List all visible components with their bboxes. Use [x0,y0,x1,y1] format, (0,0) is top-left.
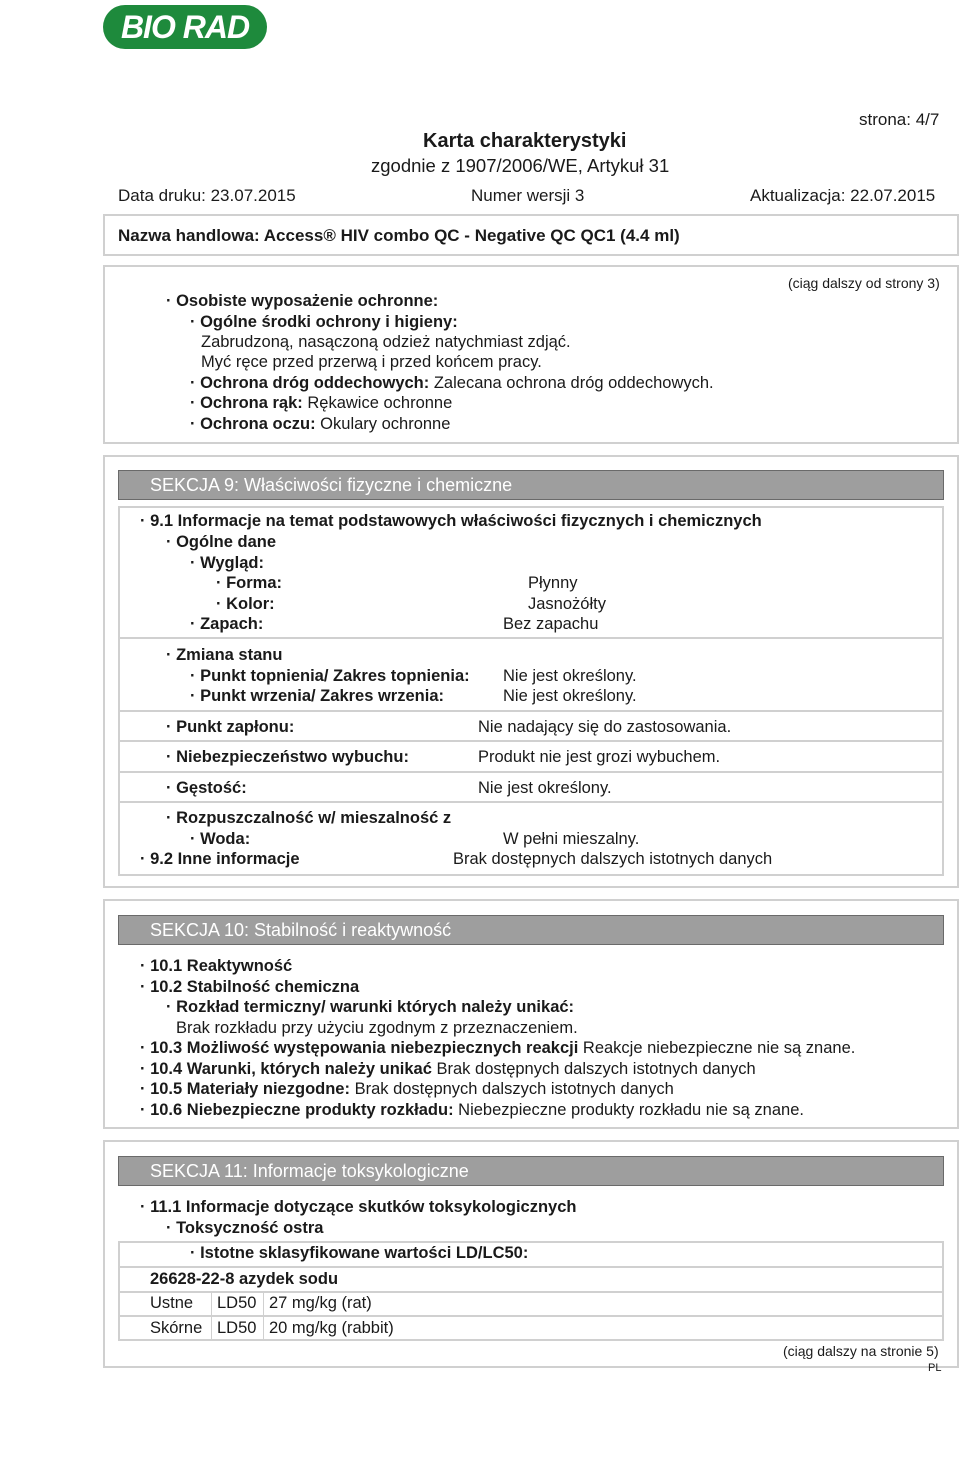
explosion-hazard-label: · Niebezpieczeństwo wybuchu: [166,748,409,766]
hygiene-line-1: Zabrudzoną, nasączoną odzież natychmiast zdjąć. [201,333,571,351]
water-label: · Woda: [190,830,251,848]
section-10-5-value: Brak dostępnych dalszych istotnych danych [349,1080,674,1098]
table-cell-type: LD50 [217,1319,257,1337]
state-change-heading: · Zmiana stanu [166,646,283,664]
document-title: Karta charakterystyki [423,130,627,152]
divider [118,801,944,803]
explosion-hazard-value: Produkt nie jest grozi wybuchem. [478,748,721,766]
hygiene-heading: · Ogólne środki ochrony i higieny: [190,313,458,331]
substance-name: 26628-22-8 azydek sodu [150,1270,339,1288]
version-number: Numer wersji 3 [471,186,585,205]
divider [118,771,944,773]
bio-rad-logo [103,5,267,49]
continued-from: (ciąg dalszy od strony 3) [788,275,940,291]
section-10-3-value: Reakcje niebezpieczne nie są znane. [578,1039,856,1057]
table-divider [118,1291,944,1293]
table-divider [118,1315,944,1317]
melting-point-value: Nie jest określony. [503,667,637,685]
decomposition-value: Brak rozkładu przy użyciu zgodnym z przeznaczeniem. [176,1019,578,1037]
document-subtitle: zgodnie z 1907/2006/WE, Artykuł 31 [371,155,670,176]
page-number: strona: 4/7 [859,110,940,129]
section-10-3-label: · 10.3 Możliwość występowania niebezpiecznych reakcji [140,1039,579,1057]
odor-value: Bez zapachu [503,615,599,633]
form-value: Płynny [528,574,578,592]
continued-next: (ciąg dalszy na stronie 5) [783,1343,939,1359]
logo-text: BIO RAD [120,8,250,45]
table-cell-value: 20 mg/kg (rabbit) [269,1319,394,1337]
section-9-2-label: · 9.2 Inne informacje [140,850,300,868]
section-10-1: · 10.1 Reaktywność [140,957,293,975]
respiratory-protection [190,374,714,393]
odor-label: · Zapach: [190,615,264,633]
section-10-4-label: · 10.4 Warunki, których należy unikać [140,1060,432,1078]
eye-protection [190,415,450,434]
table-cell-route: Ustne [150,1294,194,1312]
density-value: Nie jest określony. [478,779,612,797]
trade-name: Nazwa handlowa: Access® HIV combo QC - Negative QC QC1 (4.4 ml) [118,226,680,245]
update-date: Aktualizacja: 22.07.2015 [750,186,936,205]
boiling-point-value: Nie jest określony. [503,687,637,705]
divider [118,637,944,639]
general-data-heading: · Ogólne dane [166,533,277,551]
form-label: · Forma: [216,574,282,592]
section-11-title: SEKCJA 11: Informacje toksykologiczne [118,1156,944,1186]
hand-protection [190,394,452,413]
respiratory-value: Zalecana ochrona dróg oddechowych. [429,374,714,392]
section-9-2-value: Brak dostępnych dalszych istotnych danych [453,850,773,868]
appearance-heading: · Wygląd: [190,554,264,572]
section-10-6-value: Niebezpieczne produkty rozkładu nie są znane. [453,1101,804,1119]
section-11-1: · 11.1 Informacje dotyczące skutków toksykologicznych [140,1198,577,1216]
density-label: · Gęstość: [166,779,247,797]
eye-value: Okulary ochronne [315,415,451,433]
section-9-title: SEKCJA 9: Właściwości fizyczne i chemiczne [118,470,944,500]
boiling-point-label: · Punkt wrzenia/ Zakres wrzenia: [190,687,444,705]
print-date: Data druku: 23.07.2015 [118,186,296,205]
section-10-5-label: · 10.5 Materiały niezgodne: [140,1080,350,1098]
table-cell-type: LD50 [217,1294,257,1312]
section-10-5 [140,1080,674,1099]
section-10-2: · 10.2 Stabilność chemiczna [140,978,360,996]
hand-label: · Ochrona rąk: [190,394,303,412]
table-column-divider [263,1292,264,1340]
ppe-heading: · Osobiste wyposażenie ochronne: [166,292,439,310]
ld50-header: · Istotne sklasyfikowane wartości LD/LC50: [190,1244,529,1262]
divider [118,710,944,712]
melting-point-label: · Punkt topnienia/ Zakres topnienia: [190,667,470,685]
section-10-4-value: Brak dostępnych dalszych istotnych danych [431,1060,756,1078]
color-label: · Kolor: [216,595,275,613]
language-code: PL [928,1362,942,1374]
flash-point-value: Nie nadający się do zastosowania. [478,718,732,736]
divider [118,740,944,742]
decomposition-label: · Rozkład termiczny/ warunki których należy unikać: [166,998,575,1016]
acute-toxicity-heading: · Toksyczność ostra [166,1219,324,1237]
section-9-1-heading: · 9.1 Informacje na temat podstawowych właściwości fizycznych i chemicznych [140,512,762,530]
section-10-6 [140,1101,804,1120]
color-value: Jasnożółty [528,595,606,613]
section-10-6-label: · 10.6 Niebezpieczne produkty rozkładu: [140,1101,454,1119]
section-10-title: SEKCJA 10: Stabilność i reaktywność [118,915,944,945]
table-column-divider [211,1292,212,1340]
hand-value: Rękawice ochronne [302,394,453,412]
table-cell-route: Skórne [150,1319,203,1337]
flash-point-label: · Punkt zapłonu: [166,718,295,736]
table-cell-value: 27 mg/kg (rat) [269,1294,372,1312]
solubility-heading: · Rozpuszczalność w/ mieszalność z [166,809,452,827]
section-10-4 [140,1060,756,1079]
water-value: W pełni mieszalny. [503,830,640,848]
eye-label: · Ochrona oczu: [190,415,316,433]
section-10-3 [140,1039,855,1058]
table-divider [118,1266,944,1268]
respiratory-label: · Ochrona dróg oddechowych: [190,374,430,392]
hygiene-line-2: Myć ręce przed przerwą i przed końcem pracy. [201,353,542,371]
